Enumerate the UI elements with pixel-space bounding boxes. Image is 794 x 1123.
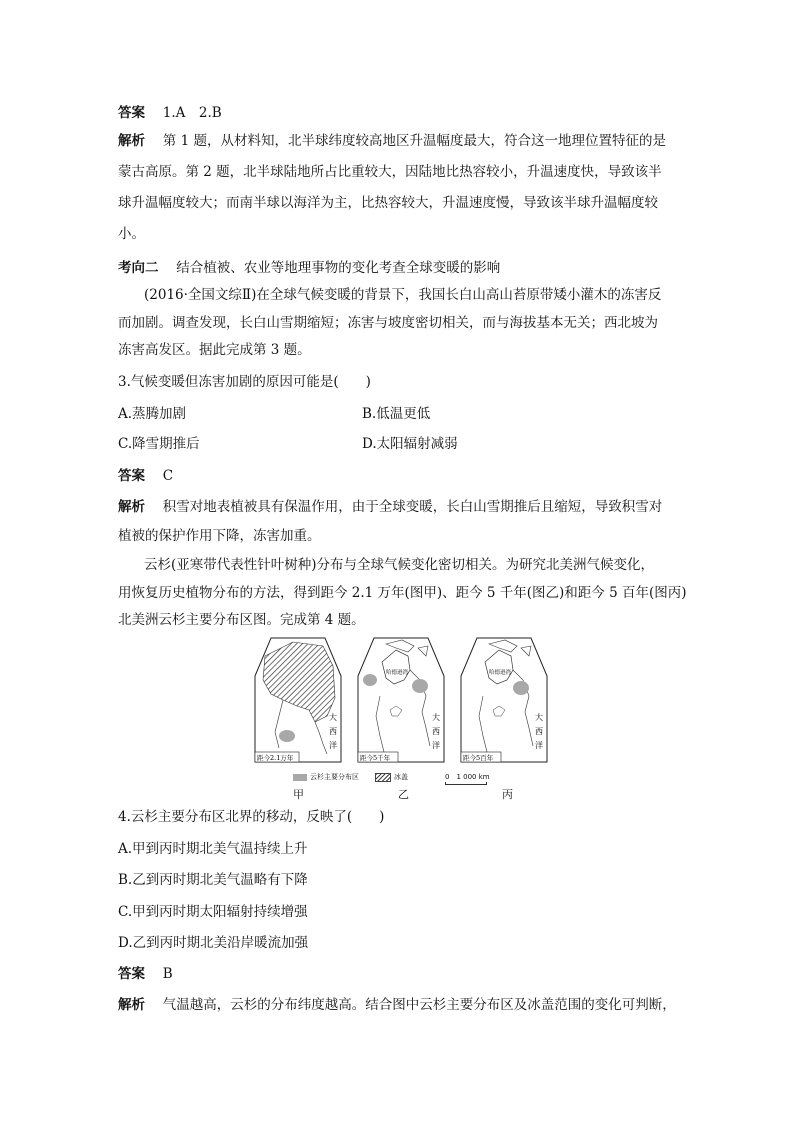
spruce-area bbox=[279, 730, 295, 742]
ocean-char-1: 大 bbox=[432, 713, 440, 722]
map-jia bbox=[253, 636, 343, 764]
ocean-char-1: 大 bbox=[535, 713, 543, 722]
q3-option-d[interactable]: D.太阳辐射减弱 bbox=[362, 436, 458, 452]
bay-label: 哈德逊湾 bbox=[386, 670, 409, 676]
map-yi-svg bbox=[356, 636, 446, 764]
answer-3 bbox=[118, 466, 678, 486]
answer-value: B bbox=[162, 966, 173, 982]
bay-label: 哈德逊湾 bbox=[489, 670, 512, 676]
q4-option-c[interactable]: C.甲到丙时期太阳辐射持续增强 bbox=[118, 904, 308, 920]
material-2-line2: 用恢复历史植物分布的方法，得到距今 2.1 万年(图甲)、距今 5 千年(图乙)和距今 5 百年(图丙) bbox=[118, 585, 687, 601]
analysis-1-line4: 小。 bbox=[118, 226, 145, 242]
ocean-char-3: 洋 bbox=[432, 741, 440, 750]
answer-label: 答案 bbox=[118, 966, 145, 982]
legend-spruce bbox=[293, 772, 359, 782]
analysis-label: 解析 bbox=[118, 499, 145, 515]
map-bing bbox=[459, 636, 549, 764]
spruce-area-east bbox=[412, 679, 428, 693]
map-jia-period: 距今2.1万年 bbox=[257, 754, 294, 762]
material-1-line2: 而加剧。调查发现，长白山雪期缩短；冻害与坡度密切相关，而与海拔基本无关；西北坡为 bbox=[118, 315, 658, 331]
ocean-char-2: 西 bbox=[329, 727, 337, 736]
map-yi bbox=[356, 636, 446, 764]
material-2-line3: 北美洲云杉主要分布区图。完成第 4 题。 bbox=[118, 612, 365, 628]
legend-ice-label: 冰盖 bbox=[394, 773, 408, 781]
q3-option-b[interactable]: B.低温更低 bbox=[362, 406, 431, 422]
analysis-text: 气温越高，云杉的分布纬度越高。结合图中云杉主要分布区及冰盖范围的变化可判断， bbox=[162, 997, 676, 1013]
q4-option-d[interactable]: D.乙到丙时期北美沿岸暖流加强 bbox=[118, 935, 309, 951]
scale-label: 0 1 000 km bbox=[445, 773, 490, 781]
question-3-stem: 3.气候变暖但冻害加剧的原因可能是( ) bbox=[118, 374, 371, 390]
question-4-stem: 4.云杉主要分布区北界的移动，反映了( ) bbox=[118, 809, 385, 825]
ocean-char-2: 西 bbox=[432, 727, 440, 736]
caption-bing: 丙 bbox=[502, 788, 513, 801]
q4-option-b[interactable]: B.乙到丙时期北美气温略有下降 bbox=[118, 872, 308, 888]
caption-jia: 甲 bbox=[293, 788, 304, 801]
section-heading bbox=[118, 258, 678, 278]
map-jia-svg bbox=[253, 636, 343, 764]
analysis-text: 积雪对地表植被具有保温作用，由于全球变暖，长白山雪期推后且缩短，导致积雪对 bbox=[162, 499, 663, 515]
analysis-label: 解析 bbox=[118, 133, 145, 149]
spruce-area bbox=[513, 681, 529, 695]
analysis-1-line1 bbox=[118, 131, 678, 151]
answer-value: C bbox=[162, 468, 174, 484]
legend-scale bbox=[445, 772, 490, 785]
material-1-line1: (2016·全国文综Ⅱ)在全球气候变暖的背景下，我国长白山高山苔原带矮小灌木的冻害反 bbox=[144, 287, 662, 303]
analysis-3-line1 bbox=[118, 497, 678, 517]
analysis-label: 解析 bbox=[118, 997, 145, 1013]
spruce-distribution-figure bbox=[253, 636, 549, 802]
legend-ice bbox=[375, 772, 408, 782]
hatch-swatch-icon bbox=[375, 773, 391, 782]
map-bing-svg bbox=[459, 636, 549, 764]
ocean-char-3: 洋 bbox=[535, 741, 543, 750]
answer-label: 答案 bbox=[118, 105, 145, 121]
ocean-char-2: 西 bbox=[535, 727, 543, 736]
analysis-3-line2: 植被的保护作用下降，冻害加重。 bbox=[118, 528, 321, 544]
grey-swatch-icon bbox=[293, 774, 307, 781]
scale-bar bbox=[445, 782, 487, 785]
ocean-char-3: 洋 bbox=[329, 741, 337, 750]
caption-yi: 乙 bbox=[398, 788, 409, 801]
answer-1-2 bbox=[118, 103, 678, 123]
material-2-line1: 云杉(亚寒带代表性针叶树种)分布与全球气候变化密切相关。为研究北美洲气候变化， bbox=[144, 557, 655, 573]
map-bing-period: 距今5百年 bbox=[463, 754, 494, 762]
section-title: 结合植被、农业等地理事物的变化考查全球变暖的影响 bbox=[176, 260, 501, 276]
ocean-char-1: 大 bbox=[329, 713, 337, 722]
answer-label: 答案 bbox=[118, 468, 145, 484]
section-label: 考向二 bbox=[118, 260, 159, 276]
spruce-area-west bbox=[363, 674, 377, 686]
q3-option-a[interactable]: A.蒸腾加剧 bbox=[118, 406, 187, 422]
answer-4 bbox=[118, 964, 678, 984]
q4-option-a[interactable]: A.甲到丙时期北美气温持续上升 bbox=[118, 841, 308, 857]
analysis-1-line3: 球升温幅度较大；而南半球以海洋为主，比热容较大，升温速度慢，导致该半球升温幅度较 bbox=[118, 195, 658, 211]
analysis-text: 第 1 题，从材料知，北半球纬度较高地区升温幅度最大，符合这一地理位置特征的是 bbox=[162, 133, 666, 149]
analysis-4-line1 bbox=[118, 995, 678, 1015]
legend-spruce-label: 云杉主要分布区 bbox=[310, 773, 359, 781]
answer-value: 1.A 2.B bbox=[162, 105, 222, 121]
map-yi-period: 距今5千年 bbox=[360, 754, 391, 762]
analysis-1-line2: 蒙古高原。第 2 题，北半球陆地所占比重较大，因陆地比热容较小，升温速度快，导致该半 bbox=[118, 164, 662, 180]
material-1-line3: 冻害高发区。据此完成第 3 题。 bbox=[118, 342, 311, 358]
q3-option-c[interactable]: C.降雪期推后 bbox=[118, 436, 200, 452]
